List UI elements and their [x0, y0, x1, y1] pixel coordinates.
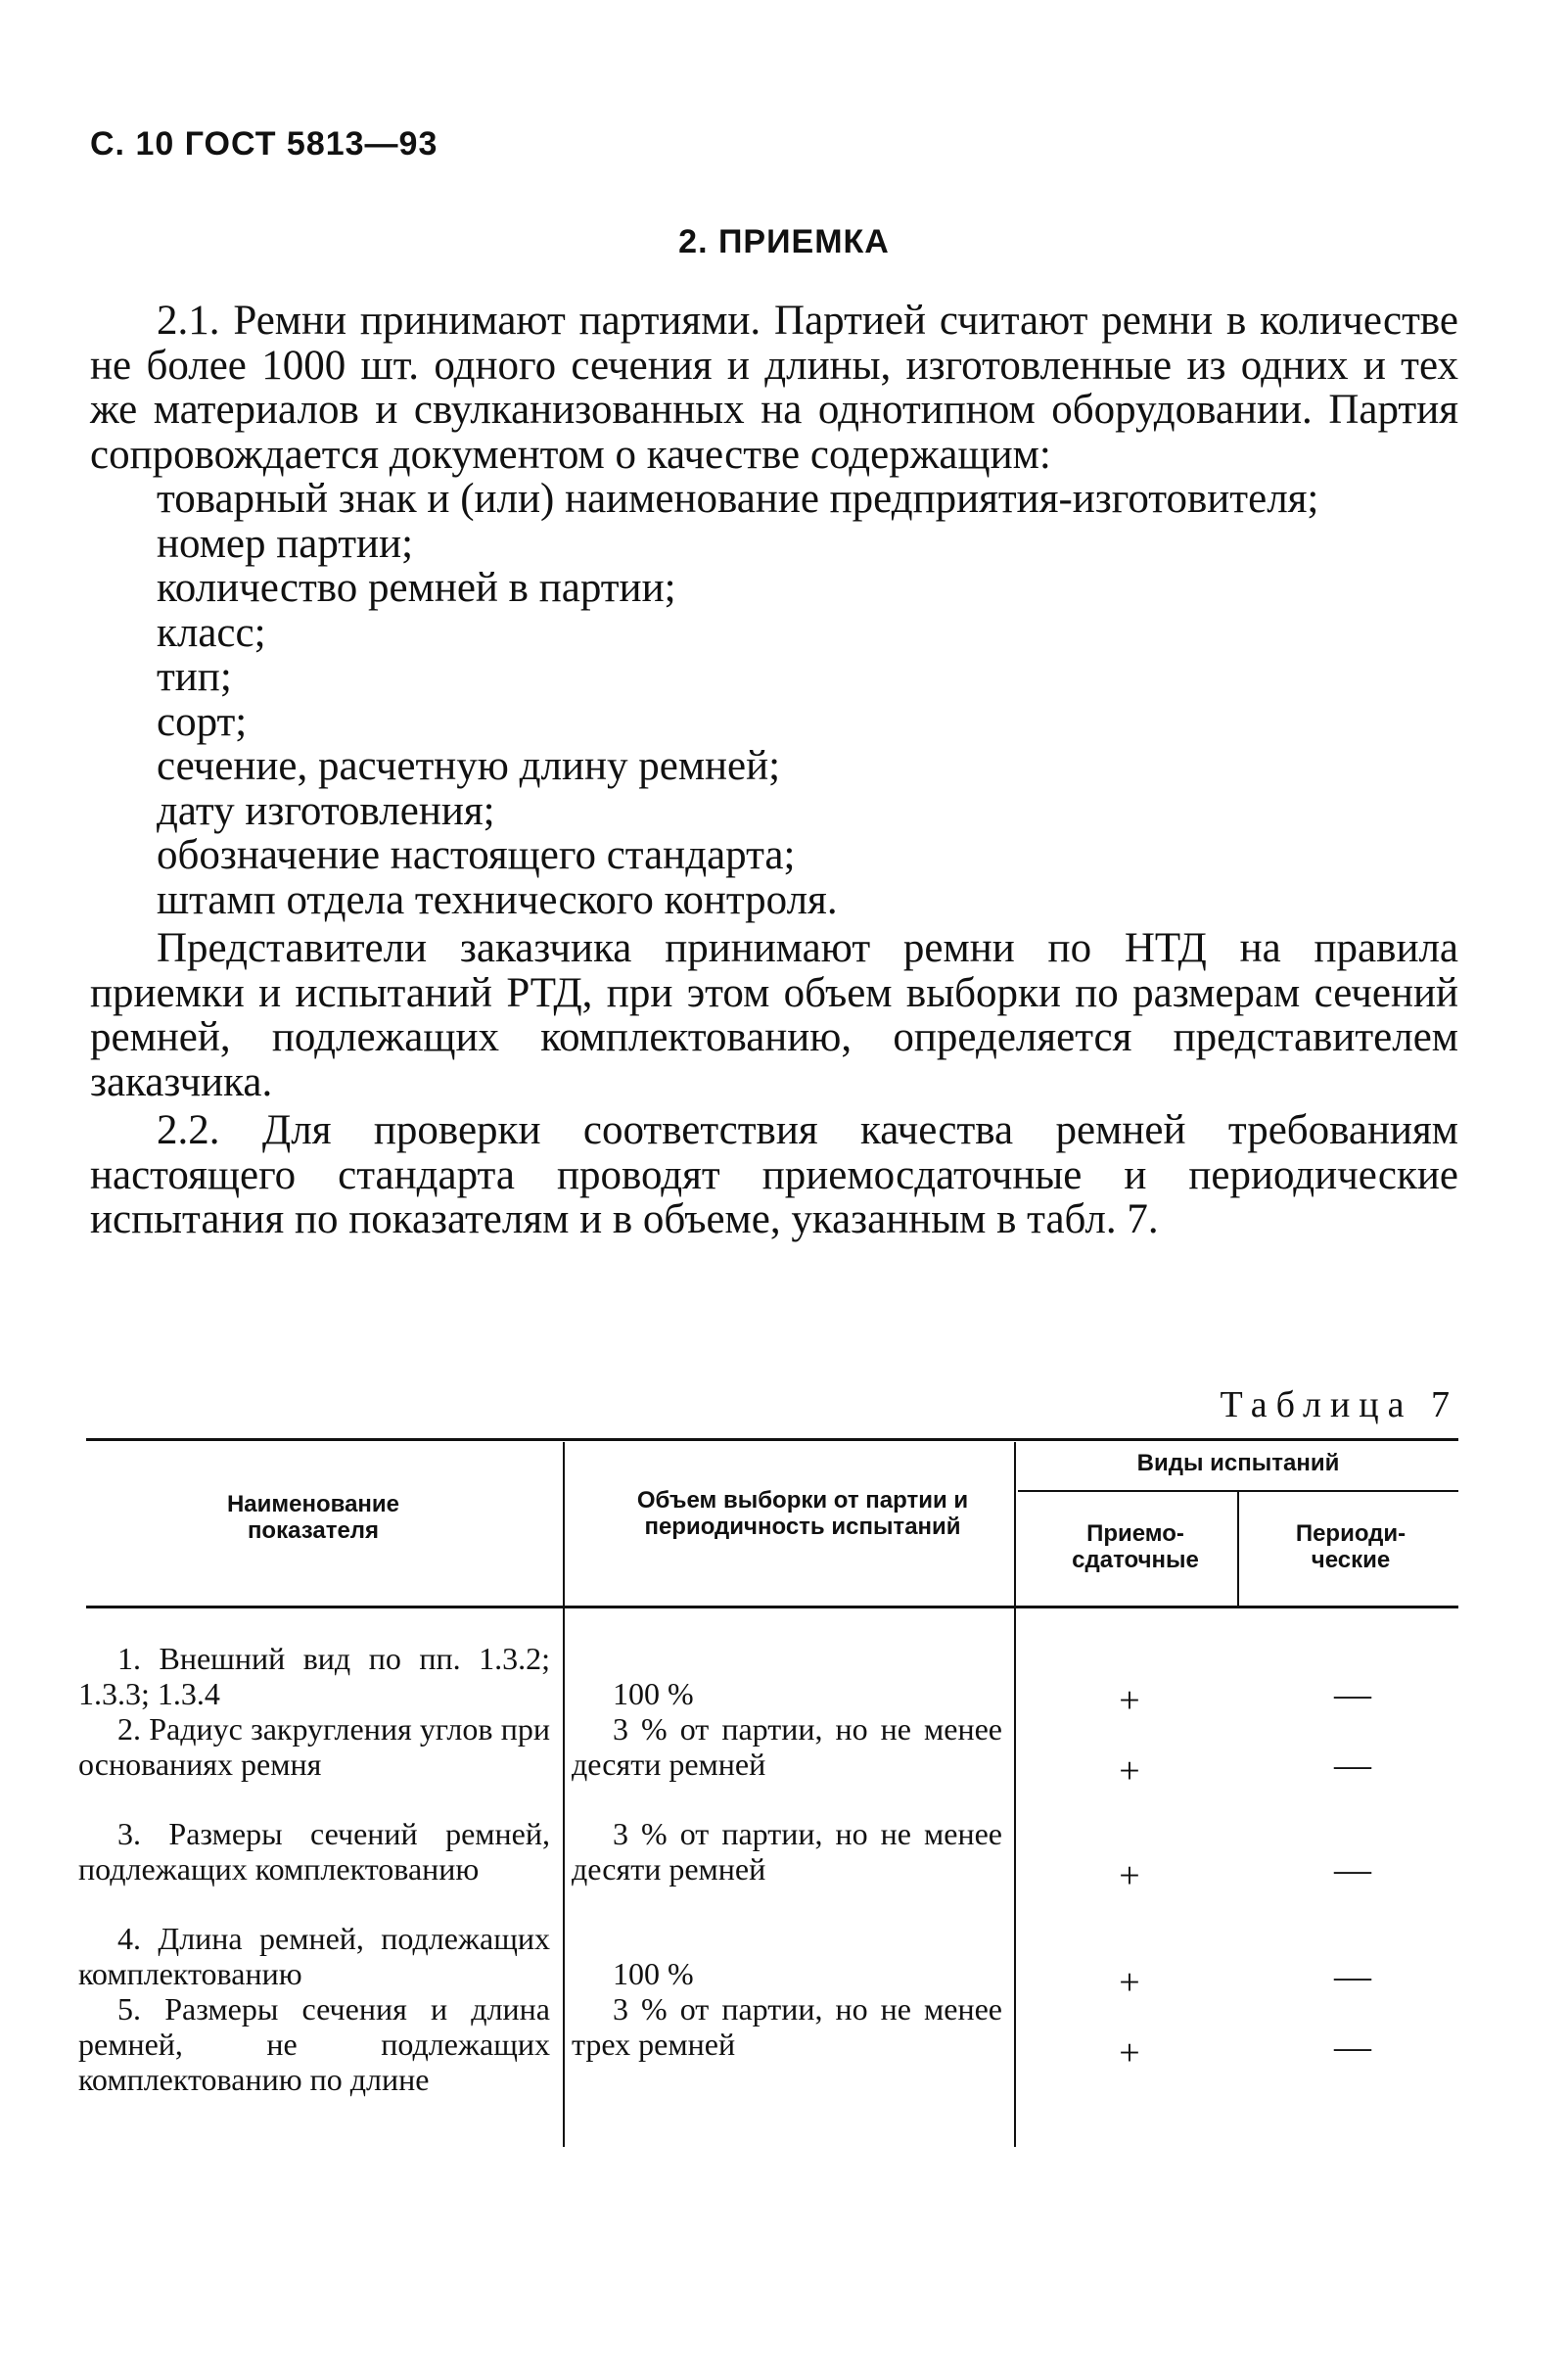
- table-row-volume: 3 % от партии, но не менее десяти ремней: [572, 1816, 1002, 1887]
- table-row-periodic: —: [1334, 1674, 1371, 1715]
- table-row-name: 2. Радиус закругления углов при основаниях ремня: [78, 1711, 550, 1782]
- column-divider: [1237, 1492, 1239, 1606]
- table-row-periodic: —: [1334, 1745, 1371, 1786]
- table-row-name: 3. Размеры сечений ремней, подлежащих комплектованию: [78, 1816, 550, 1887]
- list-item: обозначение настоящего стандарта;: [157, 832, 796, 878]
- column-divider: [563, 1442, 565, 2147]
- table-row-name: 1. Внешний вид по пп. 1.3.2; 1.3.3; 1.3.4: [78, 1641, 550, 1711]
- header-periodic: Периоди-ческие: [1295, 1520, 1407, 1573]
- table-row-volume: 3 % от партии, но не менее десяти ремней: [572, 1711, 1002, 1782]
- header-volume: Объем выборки от партии и периодичность испытаний: [636, 1487, 969, 1540]
- paragraph-2-2: 2.2. Для проверки соответствия качества ремней требованиям настоящего стандарта проводят приемосдаточные и периодические испытания по показателям и в объеме, указанным в табл. 7.: [90, 1107, 1458, 1242]
- list-item: товарный знак и (или) наименование предприятия-изготовителя;: [157, 476, 1319, 522]
- header-name: Наименование показателя: [226, 1491, 400, 1544]
- list-item: сечение, расчетную длину ремней;: [157, 743, 781, 789]
- table-row-acceptance: +: [1119, 1962, 1140, 2003]
- section-title: 2. ПРИЕМКА: [678, 223, 890, 260]
- list-item: количество ремней в партии;: [157, 565, 676, 611]
- page-header: С. 10 ГОСТ 5813—93: [90, 125, 438, 163]
- table-row-acceptance: +: [1119, 1750, 1140, 1792]
- table-row-acceptance: +: [1119, 2032, 1140, 2073]
- table-row-periodic: —: [1334, 1849, 1371, 1890]
- table-row-acceptance: +: [1119, 1680, 1140, 1721]
- table-row-volume: 100 %: [613, 1956, 694, 1991]
- table-row-periodic: —: [1334, 2027, 1371, 2068]
- list-item: тип;: [157, 654, 232, 700]
- header-test-types: Виды испытаний: [1136, 1450, 1340, 1476]
- list-item: штамп отдела технического контроля.: [157, 876, 838, 923]
- table-row-name: 5. Размеры сечения и длина ремней, не подлежащих комплектованию по длине: [78, 1991, 550, 2097]
- header-acceptance: Приемо-сдаточные: [1072, 1520, 1199, 1573]
- paragraph-2-1: 2.1. Ремни принимают партиями. Партией считают ремни в количестве не более 1000 шт. одного сечения и длины, изготовленные из одних и тех же материалов и свулканизованных на однотипном оборудовании. Партия сопровождается документом о качестве содержащим:: [90, 298, 1458, 478]
- body-text: [90, 299, 1458, 1242]
- table-row-name: 4. Длина ремней, подлежащих комплектованию: [78, 1921, 550, 1991]
- table-caption: Таблица 7: [1220, 1384, 1458, 1425]
- column-divider: [1014, 1442, 1016, 2147]
- list-item: сорт;: [157, 698, 248, 745]
- list-item: номер партии;: [157, 520, 414, 567]
- table-row-acceptance: +: [1119, 1855, 1140, 1896]
- list-item: класс;: [157, 609, 266, 656]
- table-row-volume: 100 %: [613, 1676, 694, 1711]
- list-item: дату изготовления;: [157, 787, 495, 834]
- paragraph-customer: Представители заказчика принимают ремни по НТД на правила приемки и испытаний РТД, при этом объем выборки по размерам сечений ремней, подлежащих комплектованию, определяется представителем заказчика.: [90, 925, 1458, 1105]
- table-row-periodic: —: [1334, 1956, 1371, 1997]
- table-row-volume: 3 % от партии, но не менее трех ремней: [572, 1991, 1002, 2062]
- header-bottom-rule: [86, 1606, 1458, 1608]
- table-top-rule: [86, 1438, 1458, 1441]
